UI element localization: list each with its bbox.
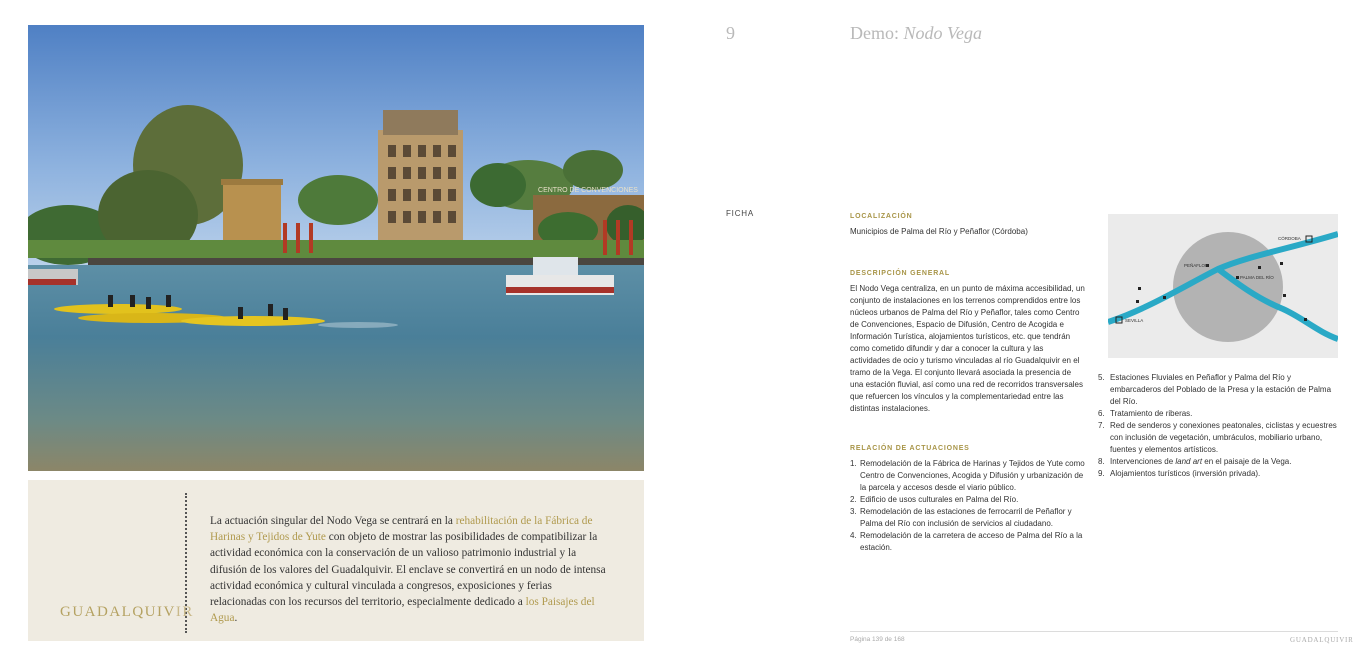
nodo-vega-render-photo [28, 25, 644, 471]
list-item: 6. Tratamiento de riberas. [1098, 409, 1193, 418]
actuaciones-list-continued [1098, 372, 1343, 480]
ficha-label: FICHA [726, 209, 754, 218]
list-item: 5. Estaciones Fluviales en Peñaflor y Palma del Río y embarcaderos del Poblado de la Presa y la estación de Palma del Río. [1098, 373, 1332, 406]
list-item: 2. Edificio de usos culturales en Palma del Río. [850, 495, 1019, 504]
caption-panel [28, 480, 644, 641]
footer-brand: GUADALQUIVIR [1290, 636, 1354, 644]
list-item: 4. Remodelación de la carretera de acceso de Palma del Río a la estación. [850, 531, 1083, 552]
svg-text:SEVILLA: SEVILLA [1125, 318, 1144, 323]
localizacion-text: Municipios de Palma del Río y Peñaflor (Córdoba) [850, 227, 1028, 236]
list-item: 7. Red de senderos y conexiones peatonales, ciclistas y ecuestres con inclusión de vegetación, umbráculos, mobiliario urbano, fuentes y elementos artísticos. [1098, 421, 1337, 454]
svg-text:CÓRDOBA: CÓRDOBA [1278, 236, 1301, 241]
descripcion-text: El Nodo Vega centraliza, en un punto de máxima accesibilidad, un conjunto de instalaciones en los terrenos comprendidos entre los núcleos urbanos de Palma del Río y Peñaflor, tales como Centro de Convenciones, Espacio de Difusión, Centro de Acogida e Información Turística, alojamientos turísticos, etc. que tendrán como cometido difundir y dar a conocer la cultura y las actividades de ocio y turismo vinculadas al río Guadalquivir en el tramo de la Vega. El conjunto llevará asociada la presencia de una estación fluvial, así como una red de recorridos transversales que refuercen los vínculos y la complementariedad entre las distintas instalaciones. [850, 284, 1085, 413]
list-item: 9. Alojamientos turísticos (inversión privada). [1098, 469, 1261, 478]
footer-page-number: Página 139 de 168 [850, 636, 905, 643]
ficha-column-main [850, 211, 1085, 554]
localizacion-heading: LOCALIZACIÓN [850, 213, 913, 220]
caption-text: La actuación singular del Nodo Vega se centrará en la rehabilitación de la Fábrica de Harinas y Tejidos de Yute con objeto de mostrar las posibilidades de compatibilizar la actividad económica con la conservación de un valioso patrimonio industrial y la difusión de los valores del Guadalquivir. El enclave se convertirá en un nodo de intensa actividad económica y cultural vinculada a congresos, exposiciones y ferias relacionadas con los recursos del territorio, especialmente dedicado a los Paisajes del Agua. [210, 515, 606, 625]
location-map [1108, 214, 1338, 358]
convention-center-sign: CENTRO DE CONVENCIONES [538, 187, 638, 194]
ficha-column-secondary [1098, 372, 1343, 480]
actuaciones-list [850, 458, 1085, 554]
guadalquivir-logo: GUADALQUIVIR [60, 604, 194, 620]
page-title: Demo: Nodo Vega [850, 23, 982, 43]
list-item: 8. Intervenciones de land art en el paisaje de la Vega. [1098, 457, 1292, 466]
footer-divider [850, 631, 1338, 632]
chapter-number: 9 [726, 23, 735, 43]
svg-text:PALMA DEL RÍO: PALMA DEL RÍO [1240, 275, 1274, 280]
svg-text:PEÑAFLOR: PEÑAFLOR [1184, 263, 1209, 268]
descripcion-heading: DESCRIPCIÓN GENERAL [850, 270, 950, 277]
list-item: 3. Remodelación de las estaciones de ferrocarril de Peñaflor y Palma del Río con inclusión de servicios al ciudadano. [850, 507, 1072, 528]
relacion-heading: RELACIÓN DE ACTUACIONES [850, 445, 970, 452]
list-item: 1. Remodelación de la Fábrica de Harinas y Tejidos de Yute como Centro de Convenciones, Acogida y Difusión y urbanización de la parcela y accesos desde el viario público. [850, 459, 1085, 492]
